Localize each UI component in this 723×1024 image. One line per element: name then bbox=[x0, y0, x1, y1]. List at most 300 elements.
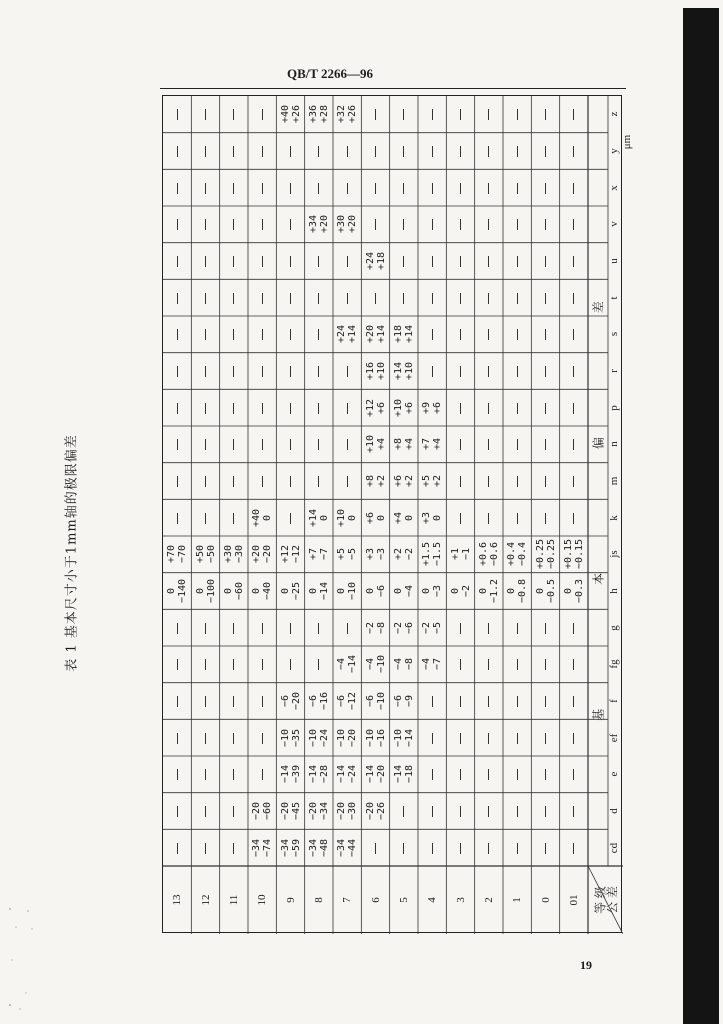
empty-cell-dash bbox=[205, 256, 206, 267]
empty-cell-dash bbox=[290, 256, 291, 267]
empty-cell-dash bbox=[573, 219, 574, 230]
empty-cell-dash bbox=[403, 293, 404, 304]
empty-cell-dash bbox=[290, 329, 291, 340]
cell-value: −45 bbox=[290, 801, 302, 821]
grade-label: 13 bbox=[171, 894, 184, 906]
cell-value: −28 bbox=[318, 765, 330, 784]
column-header-y: y bbox=[607, 148, 620, 154]
cell-value: −20 bbox=[307, 801, 319, 821]
column-header-t: t bbox=[607, 296, 620, 300]
cell-value: −0.8 bbox=[517, 578, 529, 604]
cell-value: +20 bbox=[318, 215, 330, 234]
cell-value: −20 bbox=[262, 545, 274, 564]
table-cell bbox=[336, 802, 358, 820]
cell-value: +30 bbox=[222, 545, 234, 564]
empty-cell-dash bbox=[233, 403, 234, 414]
empty-cell-dash bbox=[460, 109, 461, 120]
cell-value: +14 bbox=[403, 325, 415, 344]
cell-value: +0.25 bbox=[534, 539, 546, 570]
table-cell bbox=[365, 585, 387, 597]
cell-value: +32 bbox=[336, 105, 348, 124]
cell-value: −2 bbox=[364, 621, 376, 634]
cell-value: 0 bbox=[364, 587, 376, 595]
empty-cell-dash bbox=[432, 806, 433, 817]
table-cell bbox=[421, 585, 443, 597]
cell-value: −14 bbox=[279, 765, 291, 784]
cell-value: +36 bbox=[307, 105, 319, 124]
table-cell bbox=[365, 435, 387, 453]
empty-cell-dash bbox=[177, 329, 178, 340]
cell-value: −2 bbox=[421, 621, 433, 634]
empty-cell-dash bbox=[432, 109, 433, 120]
cell-value: +28 bbox=[318, 105, 330, 124]
grade-label: 7 bbox=[341, 897, 354, 903]
empty-cell-dash bbox=[545, 476, 546, 487]
table-cell bbox=[506, 579, 528, 603]
table-cell bbox=[450, 548, 472, 560]
empty-cell-dash bbox=[488, 293, 489, 304]
cell-value: 0 bbox=[307, 587, 319, 595]
cell-value: +6 bbox=[392, 474, 404, 488]
empty-cell-dash bbox=[488, 403, 489, 414]
empty-cell-dash bbox=[262, 219, 263, 230]
cell-value: +26 bbox=[347, 105, 359, 124]
empty-cell-dash bbox=[545, 733, 546, 744]
grade-label: 12 bbox=[199, 894, 212, 906]
cell-value: −7 bbox=[432, 658, 444, 671]
empty-cell-dash bbox=[573, 439, 574, 450]
empty-cell-dash bbox=[432, 219, 433, 230]
empty-cell-dash bbox=[403, 146, 404, 157]
cell-value: 0 bbox=[336, 587, 348, 595]
empty-cell-dash bbox=[233, 256, 234, 267]
cell-value: −100 bbox=[205, 578, 217, 604]
table-cell bbox=[535, 539, 557, 569]
empty-cell-dash bbox=[403, 843, 404, 854]
cell-value: −9 bbox=[403, 694, 415, 708]
empty-cell-dash bbox=[460, 659, 461, 670]
empty-cell-dash bbox=[545, 256, 546, 267]
empty-cell-dash bbox=[177, 733, 178, 744]
empty-cell-dash bbox=[233, 146, 234, 157]
cell-value: +8 bbox=[392, 438, 404, 451]
empty-cell-dash bbox=[262, 109, 263, 120]
empty-cell-dash bbox=[233, 733, 234, 744]
cell-value: 0 bbox=[477, 587, 489, 595]
empty-cell-dash bbox=[432, 843, 433, 854]
table-cell bbox=[365, 252, 387, 270]
table-cell bbox=[421, 622, 443, 634]
cell-value: −5 bbox=[432, 621, 444, 634]
table-cell bbox=[336, 105, 358, 123]
cell-value: −60 bbox=[233, 581, 245, 601]
table-cell bbox=[308, 839, 330, 857]
cell-value: −0.6 bbox=[488, 542, 500, 567]
table-cell bbox=[393, 658, 415, 670]
column-header-fg: fg bbox=[607, 659, 620, 669]
table-cell bbox=[421, 658, 443, 670]
cell-value: 0 bbox=[421, 587, 433, 595]
empty-cell-dash bbox=[517, 769, 518, 780]
cell-value: −2 bbox=[392, 621, 404, 634]
column-header-cd: cd bbox=[607, 842, 620, 853]
page-number: 19 bbox=[580, 958, 592, 972]
empty-cell-dash bbox=[177, 843, 178, 854]
cell-value: −2 bbox=[460, 584, 472, 598]
empty-cell-dash bbox=[233, 183, 234, 194]
empty-cell-dash bbox=[347, 146, 348, 157]
empty-cell-dash bbox=[545, 293, 546, 304]
corner-bottom: 等 级 bbox=[593, 886, 607, 914]
cell-value: −20 bbox=[251, 801, 263, 821]
table-cell bbox=[421, 512, 443, 524]
table-cell bbox=[251, 545, 273, 563]
column-header-v: v bbox=[607, 221, 620, 228]
cell-value: 0 bbox=[279, 587, 291, 595]
empty-cell-dash bbox=[318, 403, 319, 414]
table-cell bbox=[393, 512, 415, 524]
empty-cell-dash bbox=[262, 146, 263, 157]
cell-value: +7 bbox=[307, 548, 319, 561]
cell-value: +3 bbox=[421, 511, 433, 524]
cell-value: −0.25 bbox=[545, 539, 557, 570]
empty-cell-dash bbox=[347, 403, 348, 414]
empty-cell-dash bbox=[573, 146, 574, 157]
table-cell bbox=[393, 622, 415, 634]
table-cell bbox=[478, 579, 500, 603]
empty-cell-dash bbox=[488, 843, 489, 854]
empty-cell-dash bbox=[375, 843, 376, 854]
cell-value: −0.4 bbox=[517, 542, 529, 567]
cell-value: −8 bbox=[403, 658, 415, 671]
cell-value: +0.4 bbox=[506, 542, 518, 567]
column-header-x: x bbox=[607, 184, 620, 191]
table-cell bbox=[308, 548, 330, 560]
empty-cell-dash bbox=[488, 696, 489, 707]
cell-value: +40 bbox=[251, 508, 263, 527]
cell-value: −5 bbox=[347, 548, 359, 561]
empty-cell-dash bbox=[233, 329, 234, 340]
empty-cell-dash bbox=[488, 183, 489, 194]
cell-value: +26 bbox=[290, 105, 302, 124]
column-header-ef: ef bbox=[607, 733, 620, 742]
table-cell bbox=[365, 362, 387, 380]
table-cell bbox=[393, 765, 415, 783]
table-cell bbox=[166, 579, 188, 603]
table-cell bbox=[393, 438, 415, 450]
standard-code: QB/T 2266—96 bbox=[286, 66, 374, 81]
empty-cell-dash bbox=[262, 659, 263, 670]
cell-value: +14 bbox=[375, 325, 387, 344]
empty-cell-dash bbox=[262, 439, 263, 450]
empty-cell-dash bbox=[233, 623, 234, 634]
empty-cell-dash bbox=[488, 513, 489, 524]
empty-cell-dash bbox=[233, 769, 234, 780]
empty-cell-dash bbox=[347, 256, 348, 267]
table-cell bbox=[450, 585, 472, 597]
empty-cell-dash bbox=[347, 366, 348, 377]
empty-cell-dash bbox=[460, 403, 461, 414]
empty-cell-dash bbox=[432, 366, 433, 377]
empty-cell-dash bbox=[262, 293, 263, 304]
table-cell bbox=[251, 839, 273, 857]
empty-cell-dash bbox=[177, 439, 178, 450]
empty-cell-dash bbox=[375, 293, 376, 304]
empty-cell-dash bbox=[403, 109, 404, 120]
empty-cell-dash bbox=[233, 696, 234, 707]
empty-cell-dash bbox=[290, 623, 291, 634]
table-cell bbox=[336, 509, 358, 527]
cell-value: +4 bbox=[403, 438, 415, 451]
cell-value: −10 bbox=[364, 728, 376, 747]
empty-cell-dash bbox=[460, 146, 461, 157]
empty-cell-dash bbox=[177, 146, 178, 157]
empty-cell-dash bbox=[573, 513, 574, 524]
cell-value: −6 bbox=[307, 694, 319, 708]
cell-value: −6 bbox=[375, 584, 387, 598]
table-cell bbox=[280, 582, 302, 600]
cell-value: −4 bbox=[421, 658, 433, 671]
cell-value: −14 bbox=[307, 765, 319, 784]
empty-cell-dash bbox=[205, 403, 206, 414]
empty-cell-dash bbox=[375, 219, 376, 230]
unit-label: μm bbox=[621, 134, 633, 150]
cell-value: −74 bbox=[262, 838, 274, 857]
cell-value: −34 bbox=[336, 838, 348, 857]
cell-value: −4 bbox=[392, 658, 404, 671]
empty-cell-dash bbox=[488, 109, 489, 120]
cell-value: −50 bbox=[205, 545, 217, 564]
empty-cell-dash bbox=[290, 403, 291, 414]
cell-value: 0 bbox=[449, 587, 461, 595]
cell-value: −59 bbox=[290, 838, 302, 857]
empty-cell-dash bbox=[177, 623, 178, 634]
empty-cell-dash bbox=[177, 366, 178, 377]
empty-cell-dash bbox=[290, 659, 291, 670]
column-header-p: p bbox=[607, 404, 620, 411]
grade-label: 3 bbox=[454, 897, 467, 903]
empty-cell-dash bbox=[488, 733, 489, 744]
cell-value: +1.5 bbox=[421, 542, 433, 567]
cell-value: +4 bbox=[375, 438, 387, 451]
empty-cell-dash bbox=[177, 256, 178, 267]
column-header-n: n bbox=[607, 441, 620, 448]
cell-value: −14 bbox=[392, 765, 404, 784]
empty-cell-dash bbox=[262, 329, 263, 340]
corner-top: 公 差 bbox=[605, 886, 619, 914]
empty-cell-dash bbox=[177, 183, 178, 194]
empty-cell-dash bbox=[488, 659, 489, 670]
cell-value: −14 bbox=[318, 581, 330, 601]
table-cell bbox=[393, 325, 415, 343]
table-cell bbox=[308, 692, 330, 710]
cell-value: +6 bbox=[403, 401, 415, 414]
empty-cell-dash bbox=[460, 623, 461, 634]
empty-cell-dash bbox=[290, 183, 291, 194]
empty-cell-dash bbox=[573, 476, 574, 487]
cell-value: 0 bbox=[562, 587, 574, 595]
scan-noise bbox=[6, 905, 36, 1015]
empty-cell-dash bbox=[432, 696, 433, 707]
empty-cell-dash bbox=[262, 733, 263, 744]
empty-cell-dash bbox=[205, 366, 206, 377]
empty-cell-dash bbox=[177, 293, 178, 304]
empty-cell-dash bbox=[573, 843, 574, 854]
cell-value: 0 bbox=[318, 514, 330, 521]
cell-value: −30 bbox=[347, 801, 359, 821]
cell-value: +5 bbox=[421, 474, 433, 488]
cell-value: +1 bbox=[449, 548, 461, 561]
cell-value: +8 bbox=[364, 474, 376, 488]
empty-cell-dash bbox=[262, 696, 263, 707]
table-cell bbox=[563, 539, 585, 569]
cell-value: −2 bbox=[403, 548, 415, 561]
cell-value: +0.15 bbox=[562, 539, 574, 570]
empty-cell-dash bbox=[205, 696, 206, 707]
table-cell bbox=[393, 695, 415, 707]
cell-value: −10 bbox=[307, 728, 319, 747]
cell-value: −1.2 bbox=[488, 578, 500, 604]
empty-cell-dash bbox=[318, 623, 319, 634]
table-cell bbox=[308, 105, 330, 123]
grade-label: 0 bbox=[539, 897, 552, 903]
empty-cell-dash bbox=[177, 403, 178, 414]
cell-value: −1 bbox=[460, 548, 472, 561]
empty-cell-dash bbox=[460, 366, 461, 377]
cell-value: −14 bbox=[336, 765, 348, 784]
cell-value: −6 bbox=[279, 694, 291, 708]
empty-cell-dash bbox=[177, 109, 178, 120]
cell-value: +14 bbox=[347, 325, 359, 344]
empty-cell-dash bbox=[573, 769, 574, 780]
header-rule bbox=[160, 88, 626, 89]
cell-value: −34 bbox=[279, 838, 291, 857]
empty-cell-dash bbox=[488, 439, 489, 450]
table-cell bbox=[308, 215, 330, 233]
empty-cell-dash bbox=[177, 769, 178, 780]
empty-cell-dash bbox=[177, 476, 178, 487]
cell-value: +24 bbox=[364, 251, 376, 271]
empty-cell-dash bbox=[347, 476, 348, 487]
cell-value: +50 bbox=[194, 545, 206, 564]
empty-cell-dash bbox=[375, 146, 376, 157]
cell-value: +4 bbox=[392, 511, 404, 524]
cell-value: +3 bbox=[364, 548, 376, 561]
empty-cell-dash bbox=[233, 366, 234, 377]
empty-cell-dash bbox=[517, 109, 518, 120]
table-cell bbox=[280, 692, 302, 710]
cell-value: 0 bbox=[506, 587, 518, 595]
empty-cell-dash bbox=[545, 219, 546, 230]
column-header-k: k bbox=[607, 514, 620, 521]
empty-cell-dash bbox=[177, 219, 178, 230]
empty-cell-dash bbox=[318, 183, 319, 194]
column-header-r: r bbox=[607, 369, 620, 373]
empty-cell-dash bbox=[517, 256, 518, 267]
empty-cell-dash bbox=[318, 439, 319, 450]
empty-cell-dash bbox=[573, 366, 574, 377]
empty-cell-dash bbox=[517, 293, 518, 304]
table-cell bbox=[308, 729, 330, 747]
cell-value: 0 bbox=[251, 587, 263, 595]
scan-edge-bar bbox=[683, 8, 719, 1024]
empty-cell-dash bbox=[290, 439, 291, 450]
table-cell bbox=[336, 839, 358, 857]
cell-value: +2 bbox=[375, 474, 387, 488]
empty-cell-dash bbox=[545, 109, 546, 120]
table-cell bbox=[280, 545, 302, 563]
cell-value: +2 bbox=[403, 474, 415, 488]
cell-value: −10 bbox=[347, 581, 359, 601]
empty-cell-dash bbox=[262, 366, 263, 377]
cell-value: −6 bbox=[364, 694, 376, 708]
empty-cell-dash bbox=[488, 366, 489, 377]
empty-cell-dash bbox=[460, 733, 461, 744]
empty-cell-dash bbox=[460, 843, 461, 854]
empty-cell-dash bbox=[488, 256, 489, 267]
cell-value: 0 bbox=[347, 514, 359, 521]
table-cell bbox=[280, 105, 302, 123]
cell-value: −6 bbox=[392, 694, 404, 708]
table-cell bbox=[336, 548, 358, 560]
cell-value: −12 bbox=[290, 545, 302, 564]
cell-value: +10 bbox=[392, 398, 404, 417]
cell-value: −0.15 bbox=[573, 539, 585, 570]
cell-value: −20 bbox=[336, 801, 348, 821]
empty-cell-dash bbox=[573, 696, 574, 707]
table-cell bbox=[336, 215, 358, 233]
empty-cell-dash bbox=[488, 146, 489, 157]
table-cell bbox=[336, 765, 358, 783]
table-cell bbox=[393, 585, 415, 597]
table-title: 表 1 基本尺寸小于1mm轴的极限偏差 bbox=[64, 434, 80, 672]
empty-cell-dash bbox=[262, 476, 263, 487]
cell-value: −10 bbox=[392, 728, 404, 747]
table-cell bbox=[365, 622, 387, 634]
empty-cell-dash bbox=[347, 293, 348, 304]
cell-value: −48 bbox=[318, 838, 330, 857]
cell-value: +30 bbox=[336, 215, 348, 234]
empty-cell-dash bbox=[432, 329, 433, 340]
empty-cell-dash bbox=[205, 513, 206, 524]
empty-cell-dash bbox=[517, 843, 518, 854]
empty-cell-dash bbox=[233, 513, 234, 524]
cell-value: −25 bbox=[290, 581, 302, 601]
empty-cell-dash bbox=[290, 146, 291, 157]
empty-cell-dash bbox=[432, 146, 433, 157]
column-header-m: m bbox=[607, 476, 620, 486]
empty-cell-dash bbox=[347, 439, 348, 450]
cell-value: −6 bbox=[336, 694, 348, 708]
table-cell bbox=[365, 475, 387, 487]
empty-cell-dash bbox=[573, 293, 574, 304]
empty-cell-dash bbox=[233, 293, 234, 304]
table-cell bbox=[280, 729, 302, 747]
column-header-f: f bbox=[607, 699, 620, 703]
cell-value: +4 bbox=[432, 438, 444, 451]
empty-cell-dash bbox=[233, 476, 234, 487]
grade-label: 6 bbox=[369, 897, 382, 903]
empty-cell-dash bbox=[573, 733, 574, 744]
cell-value: −70 bbox=[177, 545, 189, 564]
empty-cell-dash bbox=[545, 623, 546, 634]
cell-value: −20 bbox=[364, 801, 376, 821]
empty-cell-dash bbox=[545, 769, 546, 780]
table-cell bbox=[393, 399, 415, 417]
empty-cell-dash bbox=[460, 219, 461, 230]
table-cell bbox=[195, 579, 217, 603]
cell-value: +6 bbox=[375, 401, 387, 414]
